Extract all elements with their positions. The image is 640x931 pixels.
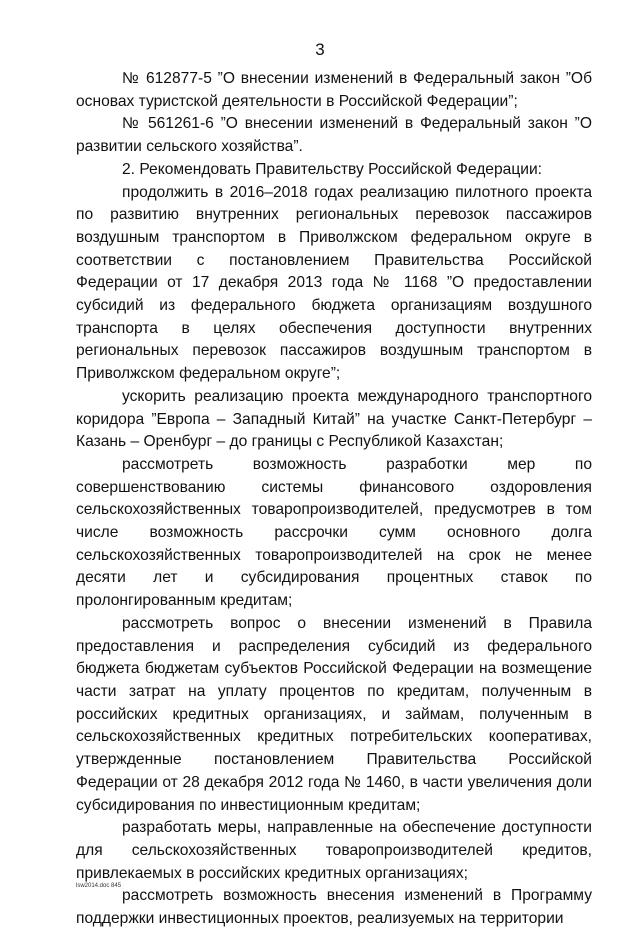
paragraph-transport-corridor: ускорить реализацию проекта международного транспортного коридора ”Европа – Западный Китай” на участке Санкт-Петербург – Казань – Оренбург – до границы с Республикой Казахстан; [76,387,592,451]
paragraph-bill-612877: № 612877-5 ”О внесении изменений в Федеральный закон ”Об основах туристской деятельности в Российской Федерации”; [76,70,592,110]
paragraph-recommendation-heading: 2. Рекомендовать Правительству Российской Федерации: [122,160,543,178]
paragraph-bill-561261: № 561261-6 ”О внесении изменений в Федеральный закон ”О развитии сельского хозяйства”. [76,115,592,156]
paragraph-pilot-project: продолжить в 2016–2018 годах реализацию пилотного проекта по развитию внутренних региональных перевозок пассажиров воздушным транспортом в Приволжском федеральном округе в соответствии с постановлением Правительства Российской Федерации от 17 декабря 2013 года № 1168 ”О предоставлении субсидий из федерального бюджета организациям воздушного транспорта в целях обеспечения доступности внутренних региональных перевозок пассажиров воздушным транспортом в Приволжском федеральном округе”; [76,183,592,383]
paragraph-investment-program: рассмотреть возможность внесения изменений в Программу поддержки инвестиционных проектов, реализуемых на территории [76,887,592,928]
document-body [76,68,592,931]
paragraph-credit-access: разработать меры, направленные на обеспечение доступности для сельскохозяйственных товаропроизводителей кредитов, привлекаемых в российских кредитных организациях; [76,819,592,882]
page-number: 3 [315,40,325,59]
paragraph-subsidy-rules: рассмотреть вопрос о внесении изменений в Правила предоставления и распределения субсидий из федерального бюджета бюджетам субъектов Российской Федерации на возмещение части затрат на уплату процентов по кредитам, полученным в российских кредитных организациях, и займам, полученным в сельскохозяйственных кредитных потребительских кооперативах, утвержденные постановлением Правительства Российской Федерации от 28 декабря 2012 года № 1460, в части увеличения доли субсидирования по инвестиционным кредитам; [76,614,592,814]
footer-file-code: lsw2014.doc 845 [76,883,122,889]
paragraph-financial-recovery: рассмотреть возможность разработки мер по совершенствованию системы финансового оздоровления сельскохозяйственных товаропроизводителей, предусмотрев в том числе возможность рассрочки сумм основного долга сельскохозяйственных товаропроизводителей на срок не менее десяти лет и субсидирования процентных ставок по пролонгированным кредитам; [76,455,592,610]
